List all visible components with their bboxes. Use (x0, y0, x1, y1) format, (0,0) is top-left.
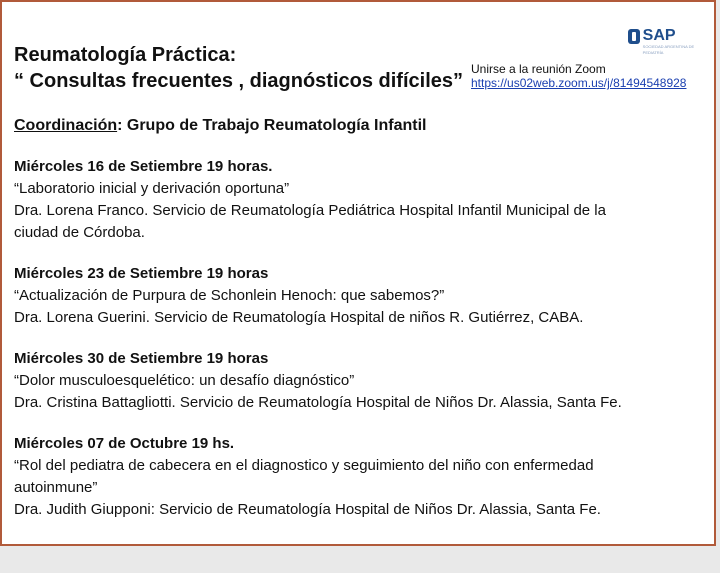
session-item (14, 348, 704, 414)
zoom-link[interactable]: https://us02web.zoom.us/j/81494548928 (471, 76, 687, 90)
session-date: Miércoles 30 de Setiembre 19 horas (14, 350, 269, 367)
zoom-label: Unirse a la reunión Zoom (471, 62, 606, 76)
coordination-value: : Grupo de Trabajo Reumatología Infantil (117, 117, 427, 134)
coordination (14, 116, 426, 136)
zoom-info (471, 62, 686, 90)
title-line-1: Reumatología Práctica: (14, 44, 237, 66)
logo-tagline: SOCIEDAD ARGENTINA DE PEDIATRÍA (642, 44, 695, 55)
session-date: Miércoles 23 de Setiembre 19 horas (14, 265, 269, 282)
logo-name: SAP (642, 27, 676, 44)
coordination-label: Coordinación (14, 117, 118, 134)
session-topic: “Dolor musculoesquelético: un desafío diagnóstico” (14, 372, 355, 389)
session-speaker: Dra. Lorena Franco. Servicio de Reumatología Pediátrica Hospital Infantil Municipal de la (14, 202, 606, 219)
session-topic: “Actualización de Purpura de Schonlein Henoch: que sabemos?” (14, 287, 445, 304)
session-date: Miércoles 07 de Octubre 19 hs. (14, 435, 235, 452)
session-item (14, 433, 704, 521)
session-date: Miércoles 16 de Setiembre 19 horas. (14, 158, 273, 175)
session-item (14, 263, 704, 329)
session-speaker: Dra. Cristina Battagliotti. Servicio de Reumatología Hospital de Niños Dr. Alassia, Santa Fe. (14, 394, 622, 411)
session-speaker: Dra. Judith Giupponi: Servicio de Reumatología Hospital de Niños Dr. Alassia, Santa Fe. (14, 501, 601, 518)
title-line-2: “ Consultas frecuentes , diagnósticos difíciles” (14, 70, 463, 92)
session-speaker-cont: ciudad de Córdoba. (14, 224, 145, 241)
session-topic: “Rol del pediatra de cabecera en el diagnostico y seguimiento del niño con enfermedad (14, 457, 594, 474)
sap-logo-icon (628, 29, 640, 44)
sap-logo (628, 28, 714, 56)
session-topic-cont: autoinmune” (14, 479, 98, 496)
session-speaker: Dra. Lorena Guerini. Servicio de Reumatología Hospital de niños R. Gutiérrez, CABA. (14, 309, 584, 326)
session-item (14, 156, 704, 244)
session-topic: “Laboratorio inicial y derivación oportuna” (14, 180, 290, 197)
page-title (14, 42, 463, 94)
